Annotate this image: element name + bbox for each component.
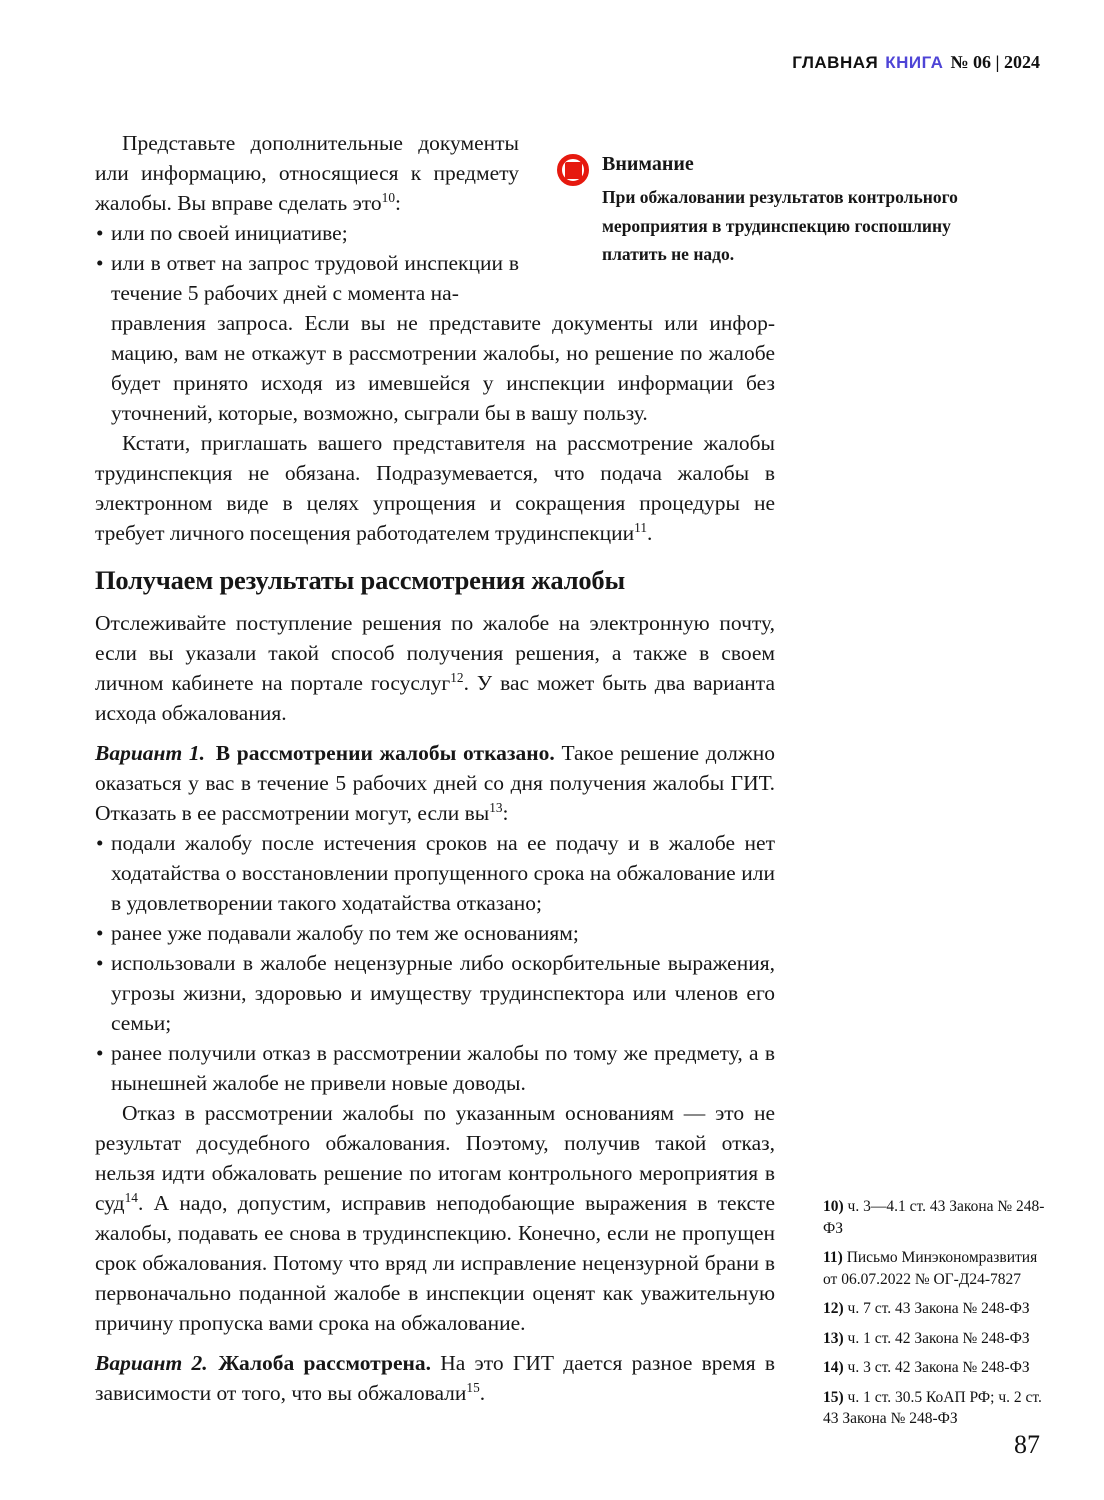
footnote-item xyxy=(823,1196,1049,1239)
footnote-item xyxy=(823,1298,1049,1320)
footnote-item xyxy=(823,1387,1049,1430)
attention-body: При обжаловании результатов контрольного мероприятия в трудинспекцию госпошлину платить не надо. xyxy=(602,187,958,264)
variant-1-bullet-list xyxy=(95,828,775,1098)
page-number: 87 xyxy=(1014,1430,1040,1459)
list-item: • использовали в жалобе нецензурные либо оскорбительные выражения, угрозы жизни, здоровью и имуществу трудинспектора или членов его семьи; xyxy=(95,948,775,1038)
intro-bullet-list xyxy=(95,218,519,308)
footnote-item xyxy=(823,1357,1049,1379)
list-item: • или в ответ на запрос трудовой инспекции в течение 5 рабочих дней с момента на- xyxy=(95,248,519,308)
article-column xyxy=(95,128,775,1408)
brand-name-blue: КНИГА xyxy=(885,53,944,72)
list-item: • ранее уже подавали жалобу по тем же основаниям; xyxy=(95,918,775,948)
paragraph: Представьте дополнительные документы или информацию, относящиеся к предмету жалобы. Вы вправе сделать это$^{10}$: xyxy=(95,131,519,215)
footnote-text: Письмо Минэкономразвития от 06.07.2022 № ОГ-Д24-7827 xyxy=(823,1249,1038,1288)
footnote-number: 13) xyxy=(823,1329,844,1347)
footnote-number: 10) xyxy=(823,1198,844,1215)
list-item: • подали жалобу после истечения сроков на ее подачу и в жалобе нет ходатайства о восстановлении пропущенного срока на обжалование или в удовлетворении такого ходатайства отказано; xyxy=(95,828,775,918)
variant-1-paragraph: Вариант 1. В рассмотрении жалобы отказано. Такое решение должно оказаться у вас в течение 5 рабочих дней со дня получения жалобы ГИТ. Отказать в ее рассмотрении могут, если $вы^{13}$: xyxy=(95,741,775,825)
footnote-text: ч. 3 ст. 42 Закона № 248-ФЗ xyxy=(847,1359,1030,1376)
paragraph: Отслеживайте поступление решения по жалобе на электронную почту, если вы указали такой способ получения решения, а также в своем личном кабинете на портале госуслуг$^{12}$. У вас может быть два варианта исхода обжалования. xyxy=(95,611,776,725)
footnote-text: ч. 1 ст. 42 Закона № 248-ФЗ xyxy=(847,1329,1030,1347)
footnote-item xyxy=(823,1328,1049,1350)
masthead xyxy=(792,52,1040,73)
footnote-number: 11) xyxy=(823,1249,843,1266)
section-heading: Получаем результаты рассмотрения жалобы xyxy=(95,565,625,595)
attention-title: Внимание xyxy=(602,153,694,175)
list-item: • или по своей инициативе; xyxy=(95,218,519,248)
footnote-number: 14) xyxy=(823,1359,844,1376)
footnote-text: ч. 7 ст. 43 Закона № 248-ФЗ xyxy=(847,1300,1030,1317)
paragraph: Отказ в рассмотрении жалобы по указанным основаниям — это не результат досудебного обжалования. Поэтому, получив такой отказ, нельзя идти обжаловать решение по итогам контрольного мероприятия в суд$^{14}$. А надо, допустим, исправив неподобающие выражения в тексте жалобы, подавать ее снова в трудинспекцию. Конечно, если не пропущен срок обжалования. Потому что вряд ли исправление нецензурной брани в первоначально поданной жалобе в инспекции оценят как уважительную причину пропуска вами срока на обжалование. xyxy=(95,1101,775,1335)
footnote-text: ч. 1 ст. 30.5 КоАП РФ; ч. 2 ст. 43 Закона № 248-ФЗ xyxy=(823,1388,1042,1427)
list-item: • ранее получили отказ в рассмотрении жалобы по тому же предмету, а в нынешней жалобе не привели новые доводы. xyxy=(95,1038,775,1098)
footnote-number: 12) xyxy=(823,1300,844,1317)
footnote-number: 15) xyxy=(823,1388,844,1406)
footnote-item xyxy=(823,1247,1049,1290)
paragraph: правления запроса. Если вы не представите документы или информацию, вам не откажут в рассмотрении жалобы, но решение по жалобе будет принято исходя из имевшейся у инспекции информации без уточнений, которые, возможно, сыграли бы в вашу пользу. xyxy=(111,311,775,425)
brand-name-black: ГЛАВНАЯ xyxy=(792,53,879,72)
issue-number: № 06 | 2024 xyxy=(950,52,1040,72)
intro-narrow-block xyxy=(95,128,519,308)
paragraph: Кстати, приглашать вашего представителя на рассмотрение жалобы трудинспекция не обязана. Подразумевается, что подача жалобы в электронном виде в целях упрощения и сокращения процедуры не требует личного посещения работодателем трудинспекции$^{11}$. xyxy=(95,431,775,545)
variant-2-paragraph: Вариант 2. Жалоба рассмотрена. На это ГИТ дается разное время в зависимости от того, что вы обжаловали$^{15}$. xyxy=(95,1351,775,1405)
footnote-text: ч. 3—4.1 ст. 43 Закона № 248-ФЗ xyxy=(823,1198,1045,1237)
footnotes-sidebar xyxy=(823,1196,1049,1438)
